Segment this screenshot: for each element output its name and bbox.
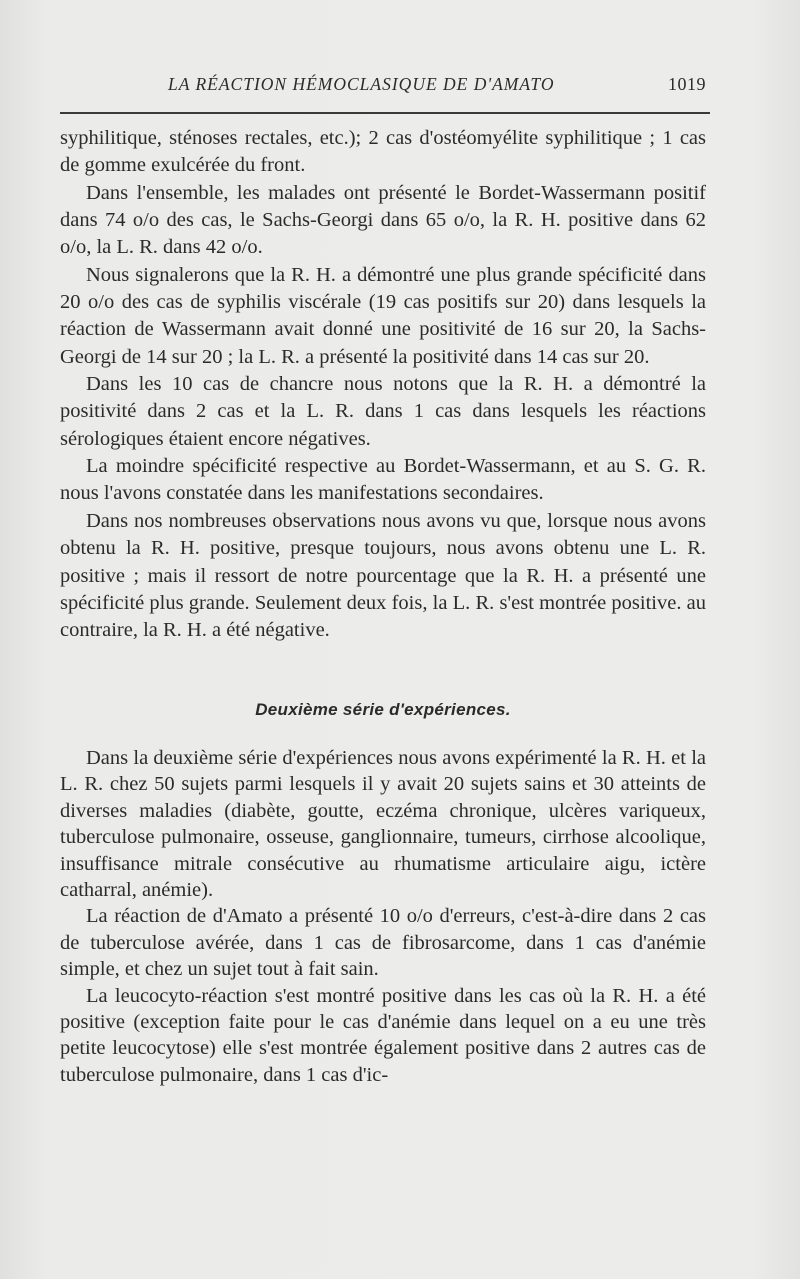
paragraph: Dans nos nombreuses observations nous avons vu que, lorsque nous avons obtenu la R. H. positive, presque toujours, nous avons obtenu une L. R. positive ; mais il ressort de notre pourcentage que la R. H. a présenté une spécificité plus grande. Seulement deux fois, la L. R. s'est montrée positive. au contraire, la R. H. a été négative. <box>60 509 706 642</box>
second-section-text <box>60 745 706 1088</box>
paragraph: La leucocyto-réaction s'est montré positive dans les cas où la R. H. a été positive (exception faite pour le cas d'anémie dans lequel on a eu une très petite leucocytose) elle s'est montrée également positive dans 2 autres cas de tuberculose pulmonaire, dans 1 cas d'ic- <box>60 984 706 1086</box>
header-rule <box>60 112 710 114</box>
paragraph: syphilitique, sténoses rectales, etc.); 2 cas d'ostéomyélite syphilitique ; 1 cas de gomme exulcérée du front. <box>60 127 706 177</box>
page-number: 1019 <box>668 74 706 94</box>
paragraph: Dans la deuxième série d'expériences nous avons expérimenté la R. H. et la L. R. chez 50 sujets parmi lesquels il y avait 20 sujets sains et 30 atteints de diverses maladies (diabète, goutte, eczéma chronique, ulcères variqueux, tuberculose pulmonaire, osseuse, ganglionnaire, tumeurs, cirrhose alcoolique, insuffisance mitrale consécutive au rhumatisme articulaire aigu, ictère catharral, anémie). <box>60 747 706 902</box>
section-heading: Deuxième série d'expériences. <box>255 700 511 719</box>
paragraph: Dans l'ensemble, les malades ont présenté le Bordet-Wassermann positif dans 74 o/o des cas, le Sachs-Georgi dans 65 o/o, la R. H. positive dans 62 o/o, la L. R. dans 42 o/o. <box>60 181 706 259</box>
paragraph: La réaction de d'Amato a présenté 10 o/o d'erreurs, c'est-à-dire dans 2 cas de tuberculose avérée, dans 1 cas de fibrosarcome, dans 1 cas d'anémie simple, et chez un sujet tout à fait sain. <box>60 905 706 981</box>
paragraph: La moindre spécificité respective au Bordet-Wassermann, et au S. G. R. nous l'avons constatée dans les manifestations secondaires. <box>60 455 706 505</box>
running-title: LA RÉACTION HÉMOCLASIQUE DE D'AMATO <box>168 74 555 94</box>
paragraph: Nous signalerons que la R. H. a démontré une plus grande spécificité dans 20 o/o des cas de syphilis viscérale (19 cas positifs sur 20) dans lesquels la réaction de Wassermann avait donné une positivité de 16 sur 20, la Sachs-Georgi de 14 sur 20 ; la L. R. a présenté la positivité dans 14 cas sur 20. <box>60 263 706 368</box>
first-section-text <box>60 125 706 645</box>
page-header <box>60 74 706 104</box>
paragraph: Dans les 10 cas de chancre nous notons que la R. H. a démontré la positivité dans 2 cas et la L. R. dans 1 cas dans lesquels les réactions sérologiques étaient encore négatives. <box>60 373 706 450</box>
